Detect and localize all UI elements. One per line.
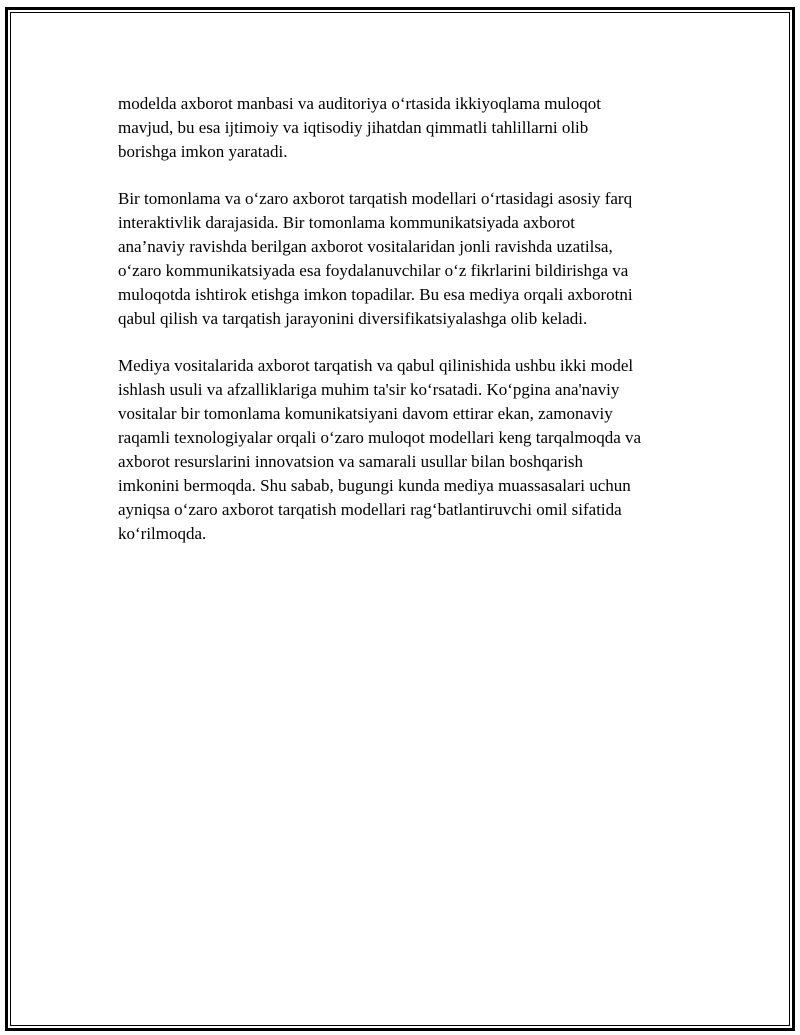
- text-line: mavjud, bu esa ijtimoiy va iqtisodiy jihatdan qimmatli tahlillarni olib: [118, 118, 589, 137]
- text-line: ana’naviy ravishda berilgan axborot vositalaridan jonli ravishda uzatilsa,: [118, 237, 613, 256]
- document-body: [118, 92, 698, 569]
- text-line: muloqotda ishtirok etishga imkon topadilar. Bu esa mediya orqali axborotni: [118, 285, 633, 304]
- text-line: interaktivlik darajasida. Bir tomonlama kommunikatsiyada axborot: [118, 213, 575, 232]
- text-line: vositalar bir tomonlama komunikatsiyani davom ettirar ekan, zamonaviy: [118, 404, 613, 423]
- text-line: imkonini bermoqda. Shu sabab, bugungi kunda mediya muassasalari uchun: [118, 476, 631, 495]
- text-line: Mediya vositalarida axborot tarqatish va qabul qilinishida ushbu ikki model: [118, 356, 634, 375]
- paragraph-1: [118, 92, 698, 164]
- paragraph-2: [118, 187, 698, 331]
- text-line: raqamli texnologiyalar orqali o‘zaro muloqot modellari keng tarqalmoqda va: [118, 428, 642, 447]
- text-line: qabul qilish va tarqatish jarayonini diversifikatsiyalashga olib keladi.: [118, 309, 588, 328]
- text-line: modelda axborot manbasi va auditoriya o‘rtasida ikkiyoqlama muloqot: [118, 94, 601, 113]
- text-line: Bir tomonlama va o‘zaro axborot tarqatish modellari o‘rtasidagi asosiy farq: [118, 189, 633, 208]
- text-line: axborot resurslarini innovatsion va samarali usullar bilan boshqarish: [118, 452, 584, 471]
- text-line: o‘zaro kommunikatsiyada esa foydalanuvchilar o‘z fikrlarini bildirishga va: [118, 261, 629, 280]
- text-line: ishlash usuli va afzalliklariga muhim ta'sir ko‘rsatadi. Ko‘pgina ana'naviy: [118, 380, 620, 399]
- text-line: ayniqsa o‘zaro axborot tarqatish modellari rag‘batlantiruvchi omil sifatida: [118, 500, 622, 519]
- paragraph-3: [118, 354, 698, 546]
- text-line: ko‘rilmoqda.: [118, 524, 207, 543]
- text-line: borishga imkon yaratadi.: [118, 142, 288, 161]
